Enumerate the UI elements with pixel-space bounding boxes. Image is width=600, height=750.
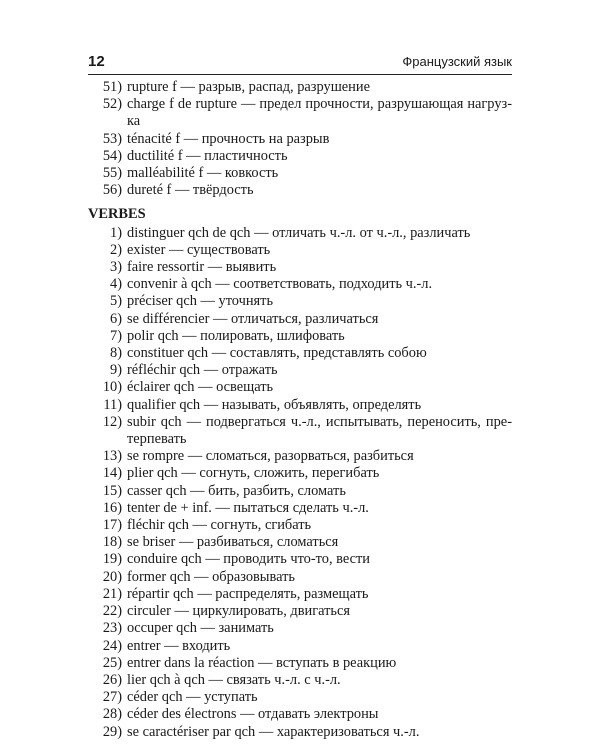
vocabulary-entry [88,165,512,182]
entry-text: dureté f — твёрдость [127,182,254,199]
vocabulary-entry [88,448,512,465]
entry-number: 21) [102,585,122,602]
entry-text: se rompre — сломаться, разорваться, разбиться [127,448,414,465]
vocabulary-entry [88,500,512,517]
entry-text: éclairer qch — освещать [127,379,274,396]
entry-text: convenir à qch — соответствовать, подходить ч.-л. [127,276,433,293]
entry-text: occuper qch — занимать [127,620,274,637]
vocabulary-entry [88,362,512,379]
entry-number: 27) [102,689,122,706]
entry-number: 11) [103,396,122,413]
entry-number: 15) [102,482,122,499]
entry-text: subir qch — подвергаться ч.-л., испытывать, переносить, пре-терпевать [127,413,512,448]
entry-text: se briser — разбиваться, сломаться [127,534,339,551]
vocabulary-entry [88,414,512,448]
vocabulary-entry [88,517,512,534]
entry-number: 6) [110,310,122,327]
entry-text: tenter de + inf. — пытаться сделать ч.-л. [127,499,369,516]
entry-text: réfléchir qch — отражать [127,362,278,379]
entry-number: 7) [110,327,122,344]
vocabulary-entry [88,706,512,723]
page-header [88,50,512,75]
entry-text: entrer dans la réaction — вступать в реакцию [127,654,397,671]
entry-text: entrer — входить [127,637,231,654]
entry-number: 4) [110,276,122,293]
entry-number: 22) [102,603,122,620]
entry-text: lier qch à qch — связать ч.-л. с ч.-л. [127,671,341,688]
entry-text: se différencier — отличаться, различаться [127,310,379,327]
vocabulary-entry [88,655,512,672]
running-title: Французский язык [402,54,512,69]
entry-number: 1) [110,224,122,241]
entry-number: 24) [102,637,122,654]
entry-text: polir qch — полировать, шлифовать [127,327,345,344]
entry-number: 26) [102,671,122,688]
vocabulary-entry [88,534,512,551]
entry-number: 52) [102,96,122,113]
entry-text: constituer qch — составлять, представлять собою [127,345,427,362]
vocabulary-entry [88,397,512,414]
vocabulary-entry [88,551,512,568]
entry-text: malléabilité f — ковкость [127,165,279,182]
vocabulary-content [88,79,512,741]
entry-number: 12) [102,413,122,430]
page-number: 12 [88,53,105,70]
entry-text: rupture f — разрыв, распад, разрушение [127,79,370,95]
entry-number: 28) [102,706,122,723]
entry-number: 9) [110,362,122,379]
entry-text: exister — существовать [127,241,271,258]
vocabulary-entry [88,379,512,396]
vocabulary-entry [88,672,512,689]
vocabulary-entry [88,724,512,741]
vocabulary-list-nouns [88,79,512,199]
entry-text: casser qch — бить, разбить, сломать [127,482,346,499]
vocabulary-entry [88,79,512,96]
entry-text: ténacité f — прочность на разрыв [127,130,330,147]
entry-number: 10) [102,379,122,396]
entry-number: 16) [102,499,122,516]
vocabulary-entry [88,96,512,130]
vocabulary-entry [88,620,512,637]
entry-number: 5) [110,293,122,310]
vocabulary-entry [88,689,512,706]
entry-text: se caractériser par qch — характеризоваться ч.-л. [127,723,420,740]
entry-text: préciser qch — уточнять [127,293,274,310]
entry-text: faire ressortir — выявить [127,259,277,276]
vocabulary-entry [88,148,512,165]
entry-text: qualifier qch — называть, объявлять, определять [127,396,422,413]
vocabulary-entry [88,586,512,603]
entry-number: 53) [102,130,122,147]
entry-number: 55) [102,165,122,182]
entry-text: ductilité f — пластичность [127,147,288,164]
entry-number: 17) [102,517,122,534]
entry-text: fléchir qch — согнуть, сгибать [127,517,312,534]
vocabulary-entry [88,242,512,259]
entry-number: 3) [110,259,122,276]
vocabulary-entry [88,276,512,293]
vocabulary-entry [88,259,512,276]
vocabulary-entry [88,483,512,500]
vocabulary-entry [88,465,512,482]
vocabulary-entry [88,603,512,620]
entry-number: 54) [102,147,122,164]
entry-text: charge f de rupture — предел прочности, разрушающая нагруз-ка [127,96,512,130]
entry-number: 23) [102,620,122,637]
entry-number: 13) [102,448,122,465]
entry-text: céder des électrons — отдавать электроны [127,706,379,723]
entry-number: 19) [102,551,122,568]
vocabulary-entry [88,131,512,148]
entry-number: 18) [102,534,122,551]
entry-number: 25) [102,654,122,671]
entry-number: 8) [110,345,122,362]
vocabulary-entry [88,293,512,310]
vocabulary-entry [88,311,512,328]
entry-number: 51) [102,79,122,95]
section-title: VERBES [88,206,146,223]
entry-number: 56) [102,182,122,199]
entry-text: répartir qch — распределять, размещать [127,585,369,602]
entry-number: 14) [102,465,122,482]
vocabulary-entry [88,345,512,362]
vocabulary-entry [88,638,512,655]
entry-text: plier qch — согнуть, сложить, перегибать [127,465,380,482]
vocabulary-list-verbs [88,225,512,741]
vocabulary-entry [88,569,512,586]
entry-text: conduire qch — проводить что-то, вести [127,551,370,568]
entry-number: 29) [102,723,122,740]
entry-text: former qch — образовывать [127,568,295,585]
entry-text: circuler — циркулировать, двигаться [127,603,351,620]
entry-text: céder qch — уступать [127,689,258,706]
entry-number: 2) [110,241,122,258]
entry-text: distinguer qch de qch — отличать ч.-л. от ч.-л., различать [127,224,471,241]
vocabulary-entry [88,182,512,199]
vocabulary-entry [88,225,512,242]
entry-number: 20) [102,568,122,585]
vocabulary-entry [88,328,512,345]
